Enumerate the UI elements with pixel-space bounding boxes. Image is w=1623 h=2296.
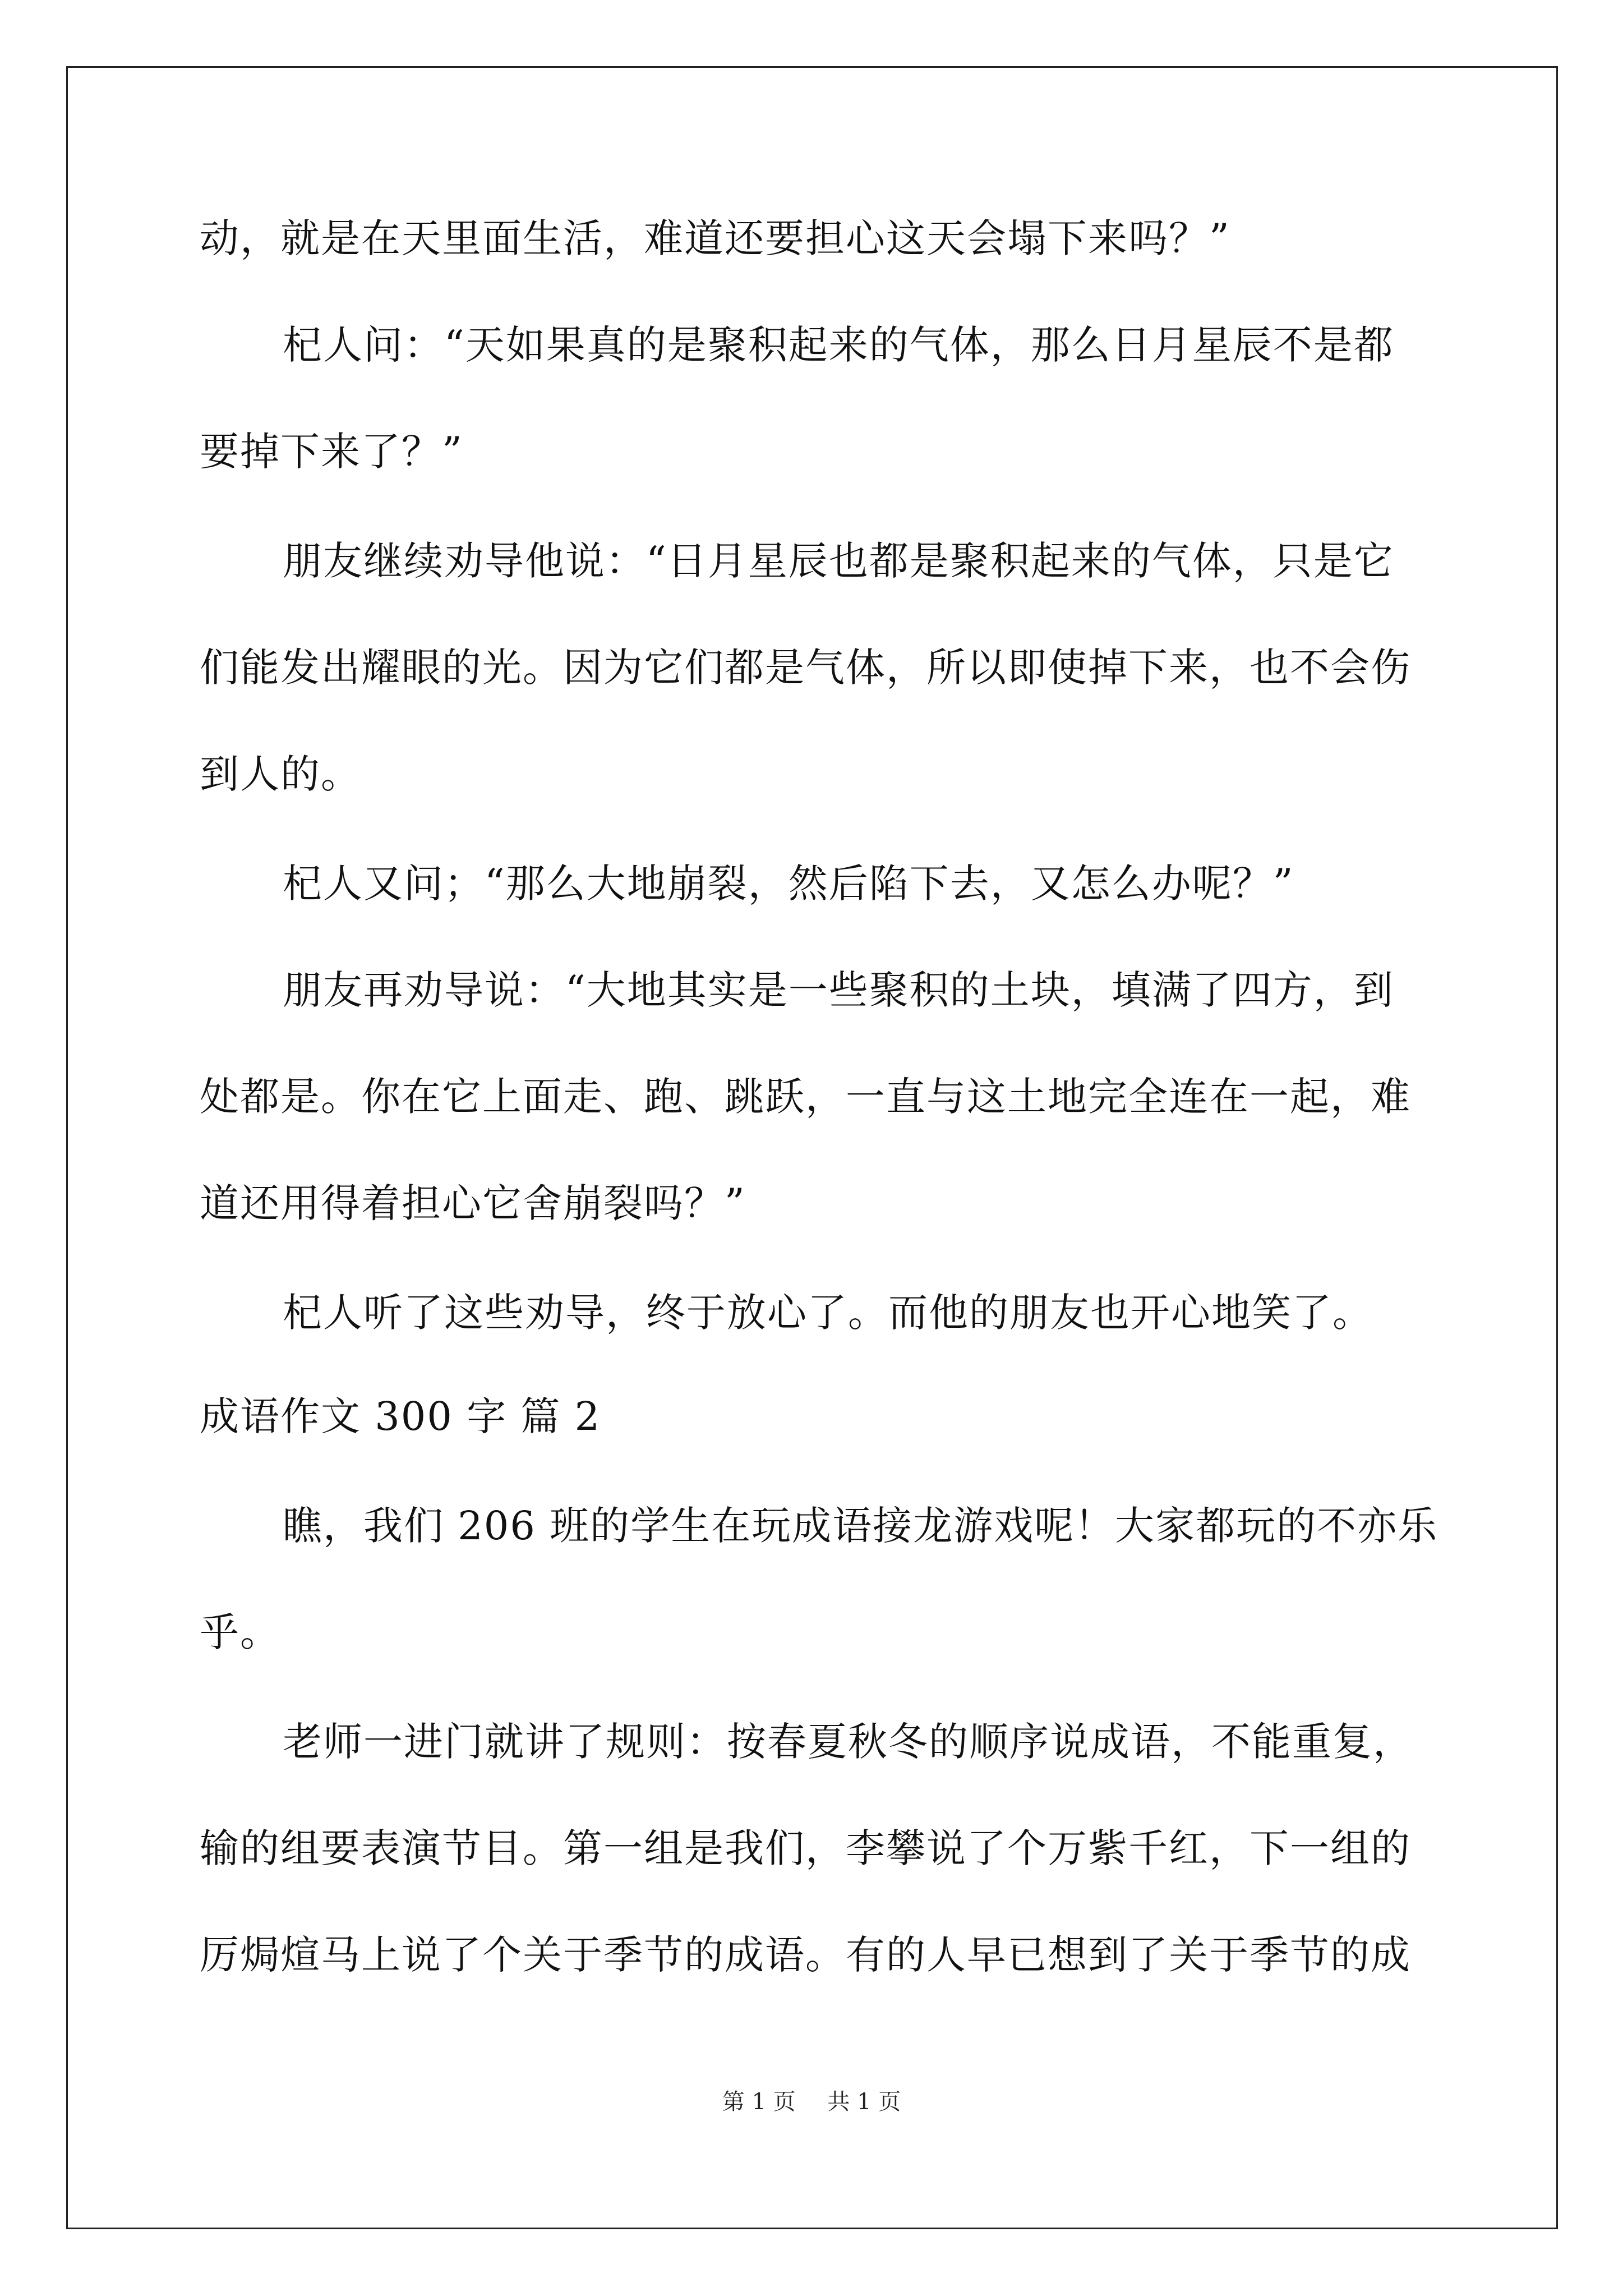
text-line: 乎。 [200, 1609, 280, 1655]
text-line: 朋友继续劝导他说：“日月星辰也都是聚积起来的气体，只是它 [283, 538, 1394, 584]
text-line: 杞人又问；“那么大地崩裂，然后陷下去，又怎么办呢？” [283, 861, 1294, 907]
text-line: 杞人听了这些劝导，终于放心了。而他的朋友也开心地笑了。 [283, 1290, 1373, 1336]
text-line: 要掉下来了？” [200, 429, 463, 475]
text-line: 们能发出耀眼的光。因为它们都是气体，所以即使掉下来，也不会伤 [200, 645, 1411, 691]
text-line: 瞧，我们 206 班的学生在玩成语接龙游戏呢！大家都玩的不亦乐 [283, 1503, 1438, 1549]
text-line: 到人的。 [200, 751, 361, 797]
text-line: 杞人问：“天如果真的是聚积起来的气体，那么日月星辰不是都 [283, 322, 1394, 368]
page-total: 共 1 页 [827, 2089, 901, 2115]
text-line: 朋友再劝导说：“大地其实是一些聚积的土块，填满了四方，到 [283, 967, 1394, 1013]
text-line: 厉焗煊马上说了个关于季节的成语。有的人早已想到了关于季节的成 [200, 1932, 1411, 1978]
text-line: 处都是。你在它上面走、跑、跳跃，一直与这土地完全连在一起，难 [200, 1074, 1411, 1120]
page-footer [0, 2088, 1623, 2116]
page-number: 第 1 页 [722, 2089, 796, 2115]
text-line: 道还用得着担心它舍崩裂吗？” [200, 1180, 746, 1226]
page-frame [66, 66, 1558, 2229]
text-line: 动，就是在天里面生活，难道还要担心这天会塌下来吗？” [200, 215, 1230, 261]
text-line: 输的组要表演节目。第一组是我们，李攀说了个万紫千红，下一组的 [200, 1825, 1411, 1871]
section-heading: 成语作文 300 字 篇 2 [200, 1393, 601, 1439]
text-line: 老师一进门就讲了规则：按春夏秋冬的顺序说成语，不能重复， [283, 1719, 1413, 1765]
